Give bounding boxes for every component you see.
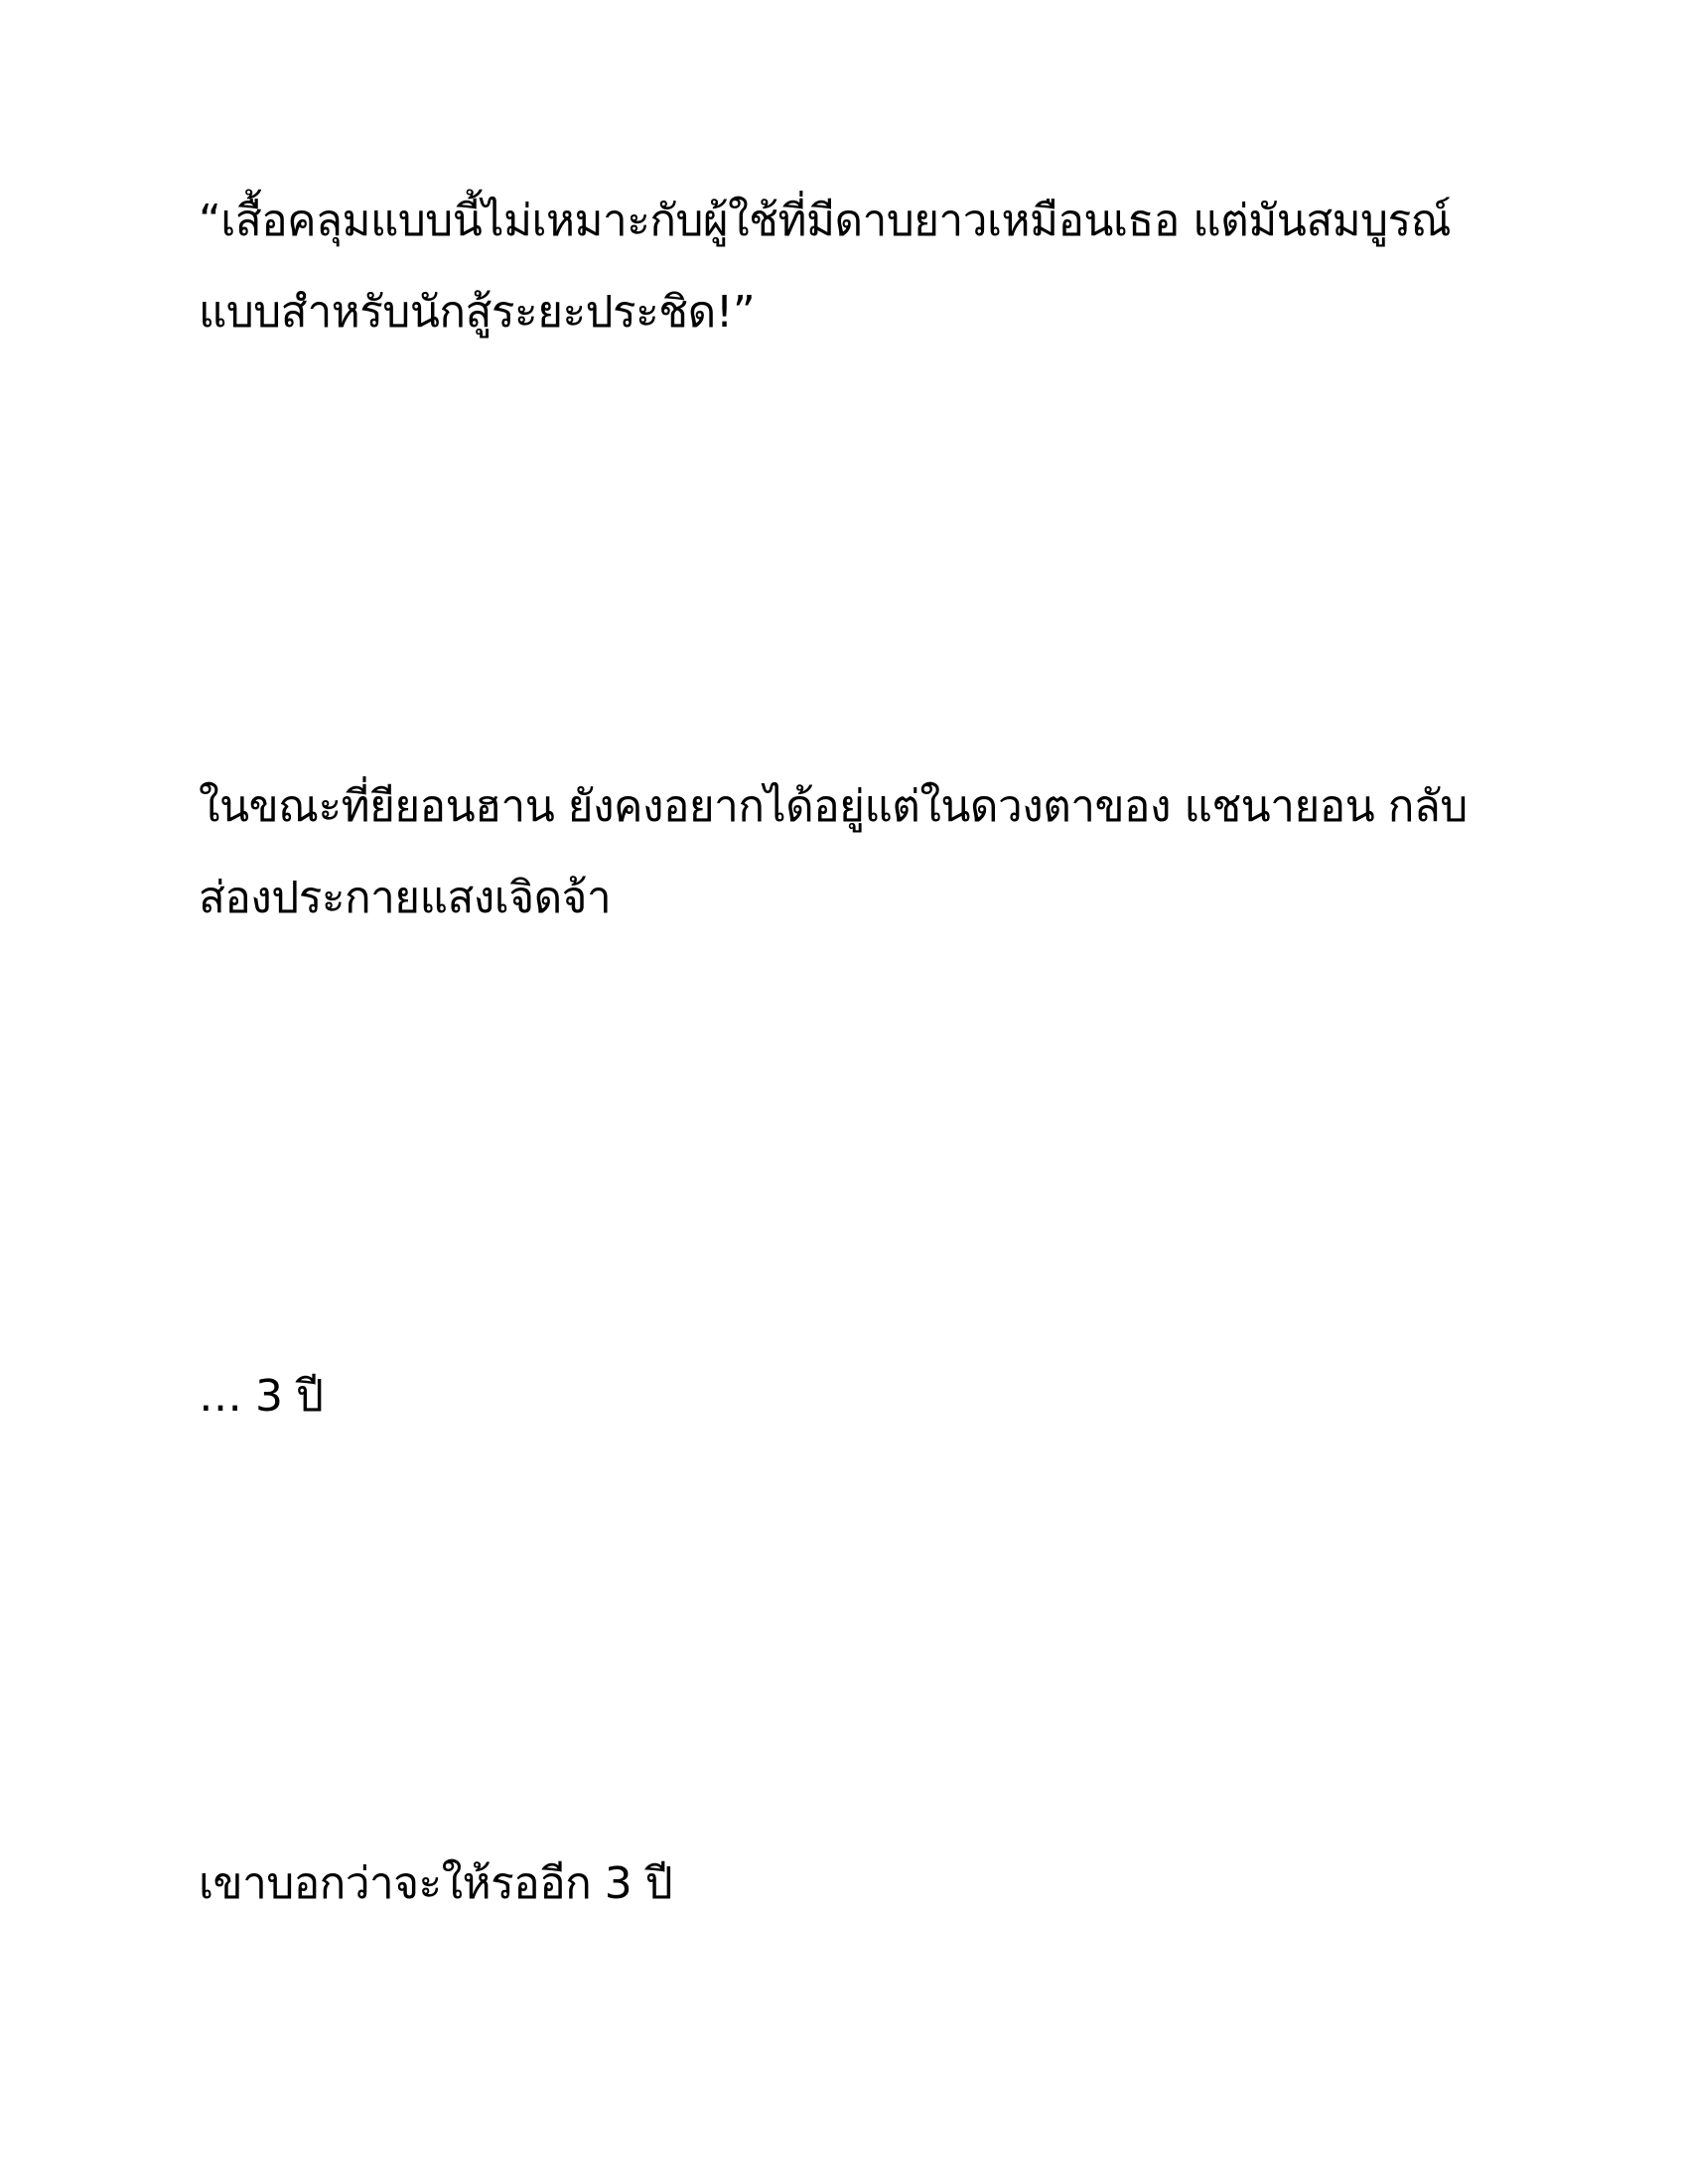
paragraph-dialogue bbox=[199, 197, 1489, 379]
text-line: เขาบอกว่าจะให้รออีก 3 ปี bbox=[199, 1858, 673, 1909]
text-line: แบบสำหรับนักสู้ระยะประชิด!” bbox=[199, 287, 756, 338]
text-line: … 3 ปี bbox=[199, 1371, 324, 1422]
text-line: “เสื้อคลุมแบบนี้ไม่เหมาะกับผู้ใช้ที่มีดาบยาวเหมือนเธอ แต่มันสมบูรณ์ bbox=[199, 196, 1452, 246]
text-line: ในขณะที่ยียอนฮาน ยังคงอยากได้อยู่แต่ในดวงตาของ แชนายอน กลับ bbox=[199, 781, 1468, 832]
text-line: ส่องประกายแสงเจิดจ้า bbox=[199, 873, 612, 923]
paragraph-narration bbox=[199, 782, 1489, 965]
paragraph-ellipsis bbox=[199, 1372, 1489, 1463]
paragraph-closing bbox=[199, 1859, 1489, 1951]
